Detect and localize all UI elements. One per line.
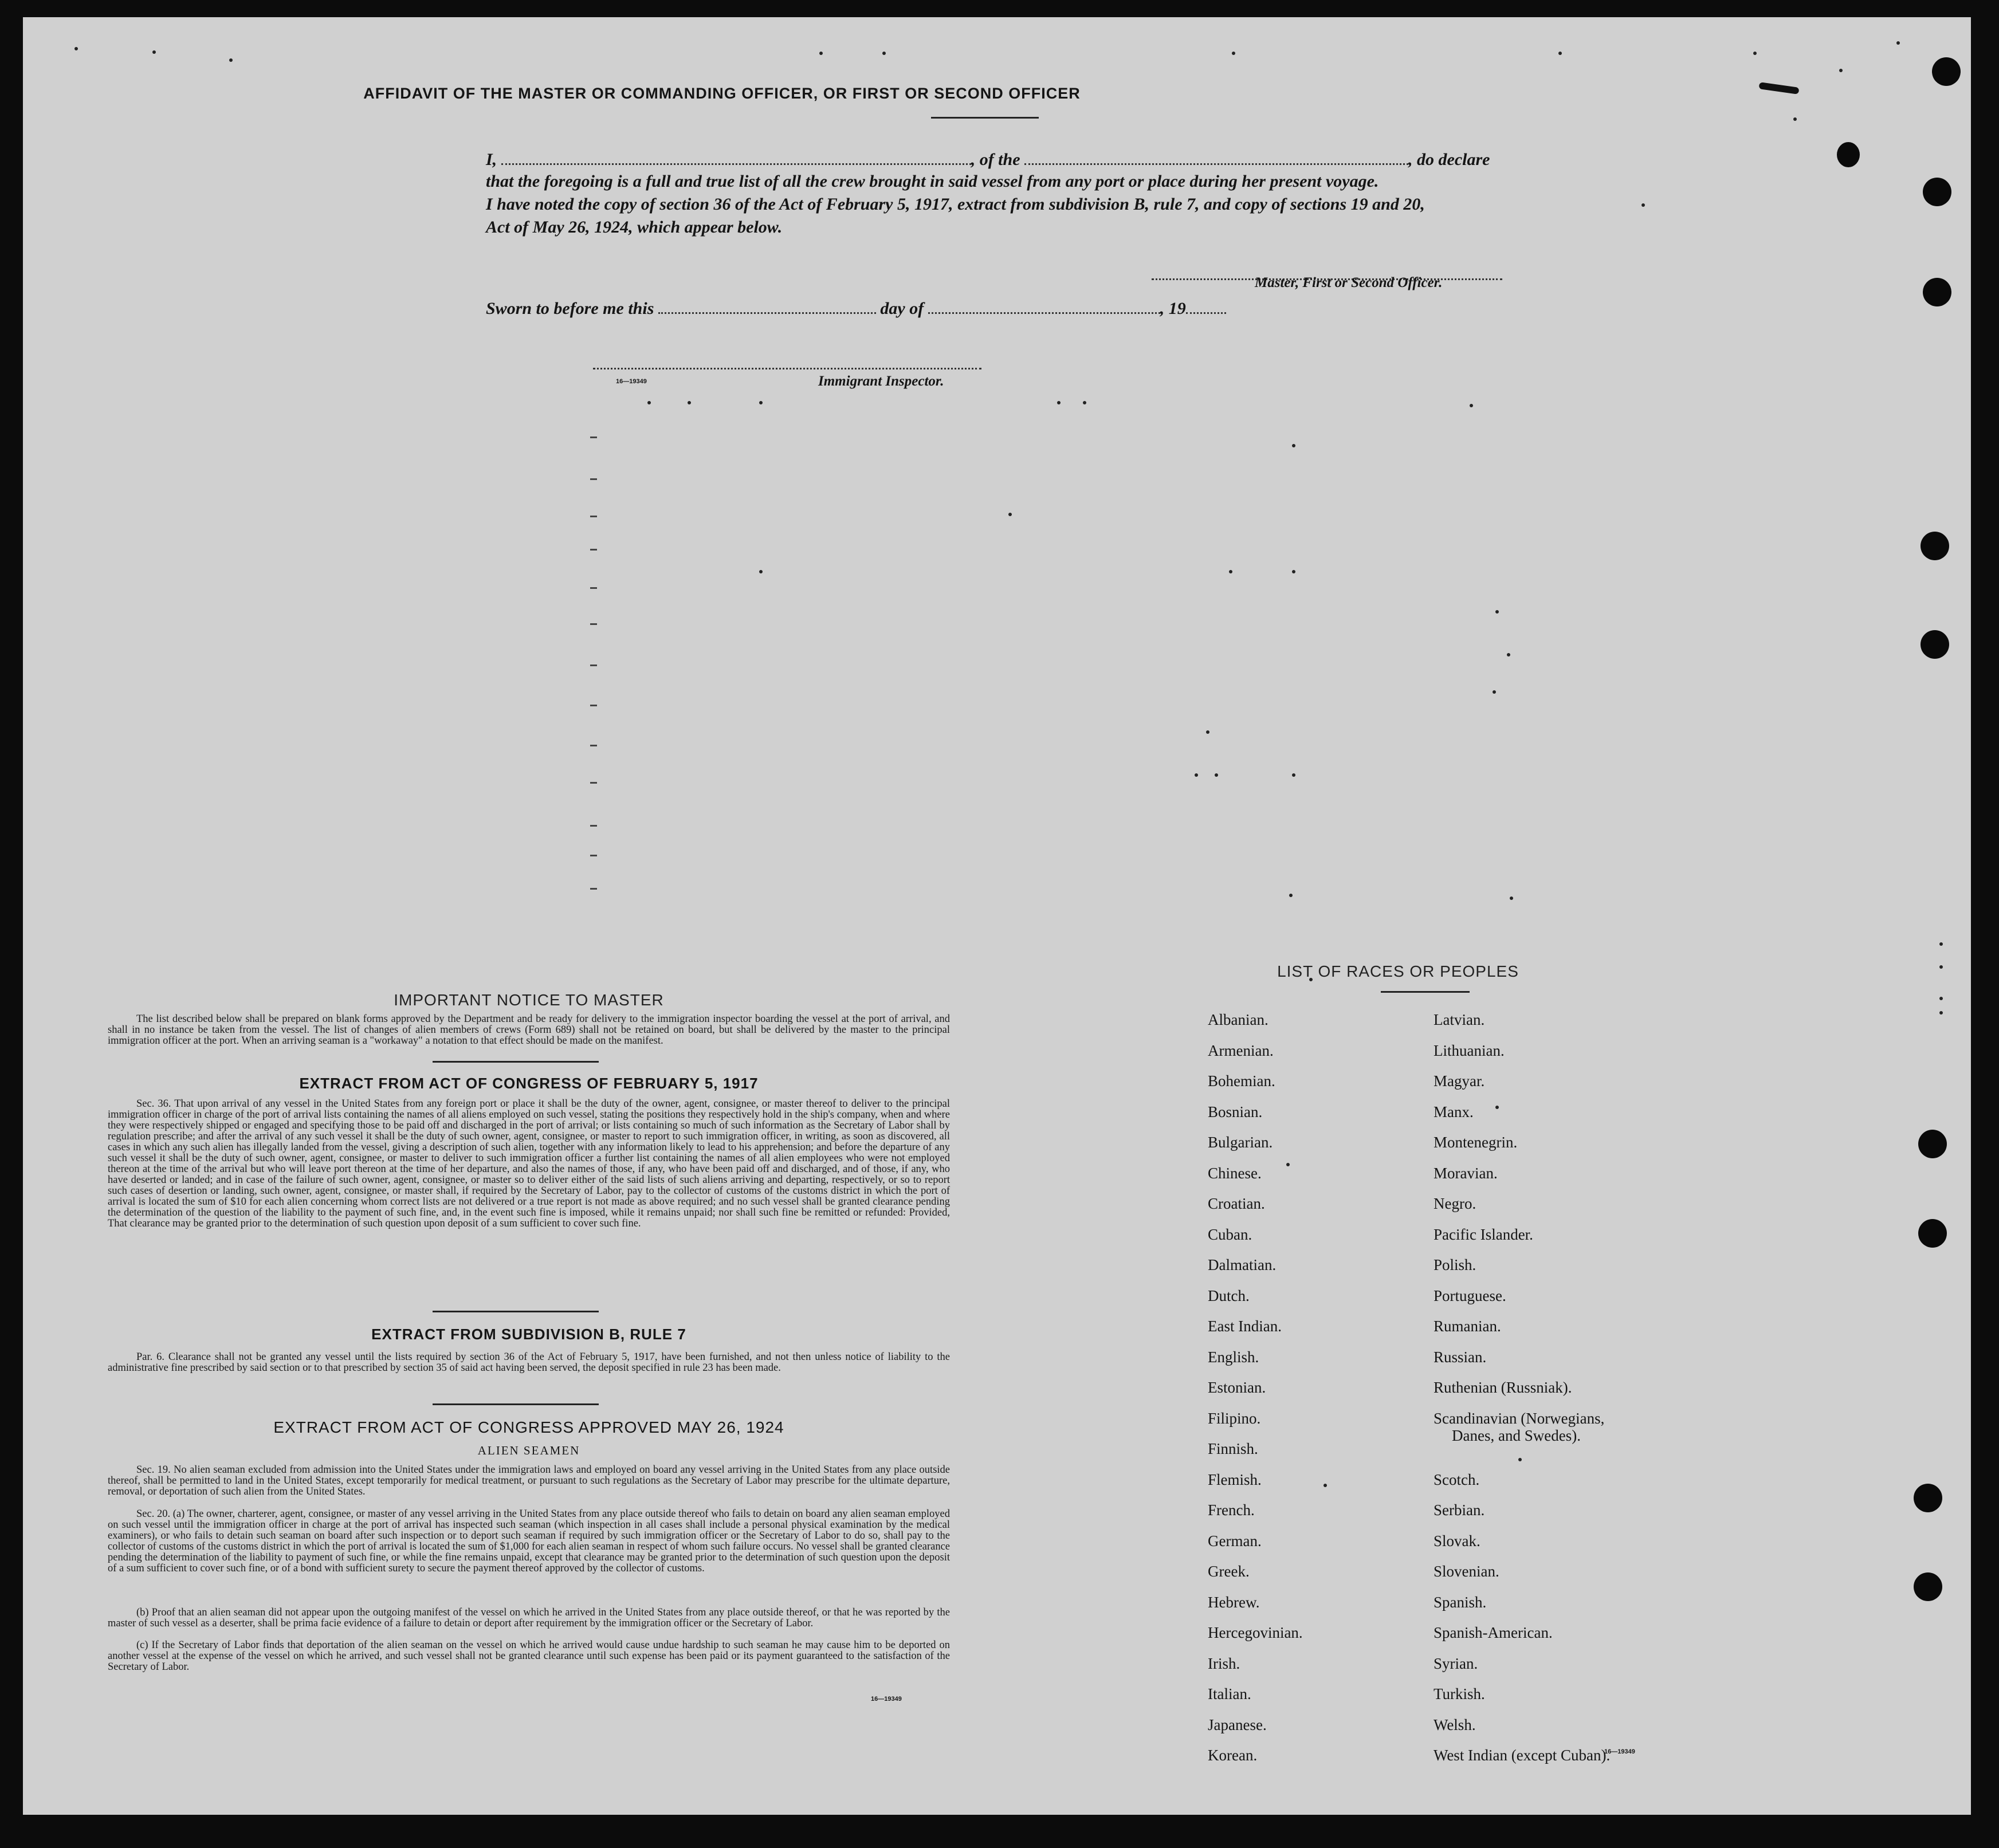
race-item: Croatian. xyxy=(1208,1195,1265,1212)
race-item: Italian. xyxy=(1208,1685,1251,1702)
document-page xyxy=(23,17,1971,1815)
sworn-prefix: Sworn to before me this xyxy=(486,299,654,318)
margin-tick xyxy=(590,549,597,551)
speck xyxy=(1215,773,1218,777)
section-divider xyxy=(433,1061,599,1063)
punch-hole xyxy=(1921,630,1949,659)
punch-hole xyxy=(1918,1130,1947,1158)
speck xyxy=(1232,52,1235,55)
race-item: Japanese. xyxy=(1208,1716,1267,1733)
form-number: 16—19349 xyxy=(1604,1748,1635,1755)
race-item: Greek. xyxy=(1208,1563,1250,1580)
race-item: Bosnian. xyxy=(1208,1103,1263,1120)
extract-rule7-text: Par. 6. Clearance shall not be granted any vessel until the lists required by section 36 of the Act of February 5, 1917, have been furnished, and not then unless notice of liability to the administrative fine prescribed by said section or to that prescribed by section 35 of said act having been served, the deposit specified in rule 23 has been made. xyxy=(108,1351,950,1374)
race-item: Flemish. xyxy=(1208,1470,1262,1488)
race-item: Korean. xyxy=(1208,1747,1258,1764)
form-number: 16—19349 xyxy=(871,1696,902,1702)
declare-suffix: , do declare xyxy=(1408,150,1490,169)
speck xyxy=(1495,610,1499,614)
race-item: Rumanian. xyxy=(1434,1318,1501,1335)
affidavit-line-1 xyxy=(486,150,1490,170)
extract-1917-text: Sec. 36. That upon arrival of any vessel in the United States from any foreign port or place it shall be the duty of the owner, agent, consignee, or master thereof to deliver to the principal immigration officer in charge of the port of arrival lists containing the names of all aliens employed on such vessel, stating the positions they respectively hold in the ship's company, when and where they were respectively shipped or engaged and specifying those to be paid off and discharged in the port of arrival; or lists containing so much of such information as the Secretary of Labor shall by regulation prescribe; and after the arrival of any such vessel it shall be the duty of such owner, agent, consignee, or master to report to such immigration officer, in writing, as soon as discovered, all cases in which any such alien has illegally landed from the vessel, giving a description of such alien, together with any information likely to lead to his apprehension; and before the departure of any such vessel it shall be the duty of such owner, agent, consignee, or master to deliver to such immigration officer a further list containing the names of all alien employees who were not employed thereon at the time of the arrival but who will leave port thereon at the time of her departure, and also the names of those, if any, who have been paid off and discharged, and of those, if any, who have deserted or landed; and in case of the failure of such owner, agent, consignee, or master so to deliver either of the said lists of such aliens arriving and departing, respectively, or so to report such cases of desertion or landing, such owner, agent, consignee, or master shall, if required by the Secretary of Labor, pay to the collector of customs of the customs district in which the port of arrival is located the sum of $10 for each alien concerning whom correct lists are not delivered or a true report is not made as above required; and no such vessel shall be granted clearance pending the determination of the question of the liability to the payment of such fine, and, in the event such fine is imposed, while it remains unpaid; nor shall such fine be remitted or refunded: Provided, That clearance may be granted prior to the determination of such question upon deposit of a sum sufficient to cover such fine. xyxy=(108,1098,950,1229)
margin-tick xyxy=(590,888,597,890)
race-item: Russian. xyxy=(1434,1348,1487,1366)
sec-20b-text: (b) Proof that an alien seaman did not appear upon the outgoing manifest of the vessel on which he arrived in the United States from any place outside thereof, or that he was reported by the master of such vessel as a deserter, shall be prima facie evidence of a failure to detain or deport after requirement by the immigration officer or the Secretary of Labor. xyxy=(108,1607,950,1629)
speck xyxy=(1839,69,1843,72)
extract-1917-title: EXTRACT FROM ACT OF CONGRESS OF FEBRUARY 5, 1917 xyxy=(299,1075,759,1092)
race-item: Manx. xyxy=(1434,1103,1474,1120)
speck xyxy=(1008,513,1012,516)
race-item: Irish. xyxy=(1208,1654,1240,1672)
race-item: Ruthenian (Russniak). xyxy=(1434,1379,1572,1396)
races-title: LIST OF RACES OR PEOPLES xyxy=(1277,962,1519,980)
form-number: 16—19349 xyxy=(616,378,647,385)
speck xyxy=(1229,570,1232,573)
speck xyxy=(1558,52,1562,55)
race-item: Slovak. xyxy=(1434,1532,1480,1550)
race-item: German. xyxy=(1208,1532,1262,1550)
speck xyxy=(1323,1484,1327,1487)
race-item: Bohemian. xyxy=(1208,1072,1275,1090)
declarant-name-field[interactable] xyxy=(501,151,971,165)
race-item: Montenegrin. xyxy=(1434,1134,1518,1151)
race-item: Slovenian. xyxy=(1434,1563,1499,1580)
margin-tick xyxy=(590,587,597,589)
inspector-signature-caption: Immigrant Inspector. xyxy=(818,373,944,389)
margin-tick xyxy=(590,516,597,517)
race-item: West Indian (except Cuban). xyxy=(1434,1747,1611,1764)
sec-20a-text: Sec. 20. (a) The owner, charterer, agent, consignee, or master of any vessel arriving in the United States from any place outside thereof who fails to detain on board any alien seaman employed on such vessel until the immigration officer in charge at the port of arrival has inspected such seaman (which inspection in all cases shall include a personal physical examination by the medical examiners), or who fails to detain such seaman on board after such inspection or to deport such seaman if required by such immigration officer or the Secretary of Labor to do so, shall pay to the collector of customs of the customs district in which the port of arrival is located the sum of $1,000 for each alien seaman in respect of whom such failure occurs. No vessel shall be granted clearance pending the determination of the liability to payment of such fine, or while the fine remains unpaid, except that clearance may be granted prior to the determination of such question upon the deposit of a sum sufficient to cover such fine, or of a bond with sufficient surety to secure the payment thereof approved by the collector of customs. xyxy=(108,1508,950,1574)
section-divider xyxy=(433,1403,599,1405)
race-item: East Indian. xyxy=(1208,1318,1282,1335)
affidavit-line-4: Act of May 26, 1924, which appear below. xyxy=(486,218,783,237)
sworn-year-field[interactable] xyxy=(1186,300,1226,314)
speck xyxy=(1292,773,1295,777)
sworn-day-field[interactable] xyxy=(658,300,876,314)
speck xyxy=(1510,897,1513,900)
margin-tick xyxy=(590,705,597,706)
speck xyxy=(1793,117,1797,121)
master-signature-caption: Master, First or Second Officer. xyxy=(1255,275,1443,290)
race-item: Dutch. xyxy=(1208,1287,1250,1304)
race-item: French. xyxy=(1208,1501,1255,1519)
declarant-prefix: I, xyxy=(486,150,497,169)
margin-tick xyxy=(590,665,597,666)
speck xyxy=(1896,41,1900,45)
punch-hole xyxy=(1914,1572,1942,1601)
speck xyxy=(647,401,651,404)
race-item: Turkish. xyxy=(1434,1685,1485,1702)
speck xyxy=(74,47,78,50)
punch-hole xyxy=(1923,278,1951,306)
speck xyxy=(1057,401,1061,404)
margin-tick xyxy=(590,623,597,625)
race-item: Negro. xyxy=(1434,1195,1476,1212)
section-divider xyxy=(433,1311,599,1312)
speck xyxy=(1507,653,1510,656)
sec-19-text: Sec. 19. No alien seaman excluded from admission into the United States under the immigration laws and employed on board any vessel arriving in the United States from any place outside thereof, shall be permitted to land in the United States, except temporarily for medical treatment, or pursuant to such regulations as the Secretary of Labor may prescribe for the ultimate departure, removal, or deportation of such alien from the United States. xyxy=(108,1464,950,1497)
sec-20c-text: (c) If the Secretary of Labor finds that deportation of the alien seaman on the vessel on which he arrived would cause undue hardship to such seaman he may cause him to be deported on another vessel at the expense of the vessel on which he arrived, and such vessel shall not be granted clearance until such expense has been paid or its payment guaranteed to the satisfaction of the Secretary of Labor. xyxy=(108,1639,950,1673)
extract-1924-subtitle: ALIEN SEAMEN xyxy=(477,1444,580,1457)
speck xyxy=(1939,942,1943,946)
race-item: Dalmatian. xyxy=(1208,1256,1277,1273)
notice-text: The list described below shall be prepared on blank forms approved by the Department and be ready for delivery to the immigration inspector boarding the vessel at the port of arrival, and shall in no instance be taken from the vessel. The list of changes of alien members of crews (Form 689) shall not be retained on board, but shall be delivered by the master to the principal immigration officer at the port. When an arriving seaman is a "workaway" a notation to that effect should be made on the manifest. xyxy=(108,1013,950,1047)
race-item: Hercegovinian. xyxy=(1208,1624,1303,1641)
race-item: Magyar. xyxy=(1434,1072,1485,1090)
sworn-month-field[interactable] xyxy=(928,300,1160,314)
day-of-label: day of xyxy=(880,299,924,318)
race-item: Latvian. xyxy=(1434,1011,1485,1028)
speck xyxy=(1206,730,1209,734)
speck xyxy=(229,58,233,62)
extract-1924-title: EXTRACT FROM ACT OF CONGRESS APPROVED MAY 26, 1924 xyxy=(273,1418,784,1436)
speck xyxy=(819,52,823,55)
speck xyxy=(759,401,763,404)
race-item-scandinavian xyxy=(1434,1410,1610,1471)
speck xyxy=(152,50,156,54)
speck xyxy=(1939,965,1943,969)
affidavit-line-2: that the foregoing is a full and true list of all the crew brought in said vessel from any port or place during her present voyage. xyxy=(486,172,1379,191)
race-item: Finnish. xyxy=(1208,1440,1258,1457)
speck xyxy=(1939,997,1943,1000)
margin-tick xyxy=(590,855,597,856)
punch-hole xyxy=(1918,1219,1947,1248)
speck xyxy=(688,401,691,404)
race-item: Albanian. xyxy=(1208,1011,1268,1028)
title-divider xyxy=(931,117,1039,119)
punch-hole xyxy=(1914,1484,1942,1512)
races-list-col2 xyxy=(1434,1011,1610,1778)
stray-mark xyxy=(1759,82,1800,95)
race-item: Welsh. xyxy=(1434,1716,1476,1733)
race-item: Scotch. xyxy=(1434,1470,1480,1488)
race-item: Spanish. xyxy=(1434,1593,1487,1611)
margin-tick xyxy=(590,478,597,480)
race-item: Spanish-American. xyxy=(1434,1624,1553,1641)
race-item: Syrian. xyxy=(1434,1654,1478,1672)
speck xyxy=(1289,894,1293,897)
speck xyxy=(1493,690,1496,694)
race-item: Lithuanian. xyxy=(1434,1041,1505,1059)
speck xyxy=(882,52,886,55)
race-item: Portuguese. xyxy=(1434,1287,1506,1304)
race-item: Estonian. xyxy=(1208,1379,1266,1396)
vessel-prefix: , of the xyxy=(971,150,1020,169)
speck xyxy=(1292,570,1295,573)
punch-hole xyxy=(1921,532,1949,560)
sworn-line xyxy=(486,299,1226,319)
punch-hole xyxy=(1932,57,1961,86)
race-item: Filipino. xyxy=(1208,1409,1261,1427)
race-item-line: Scandinavian (Norwegians, xyxy=(1434,1409,1605,1427)
inspector-signature-field[interactable] xyxy=(593,355,981,369)
race-item: Polish. xyxy=(1434,1256,1476,1273)
speck xyxy=(1195,773,1198,777)
notice-title: IMPORTANT NOTICE TO MASTER xyxy=(394,991,664,1009)
races-divider xyxy=(1381,991,1470,993)
race-item: Moravian. xyxy=(1434,1164,1498,1182)
speck xyxy=(759,570,763,573)
speck xyxy=(1753,52,1757,55)
vessel-name-field[interactable] xyxy=(1024,151,1408,165)
affidavit-line-3: I have noted the copy of section 36 of the Act of February 5, 1917, extract from subdivision B, rule 7, and copy of sections 19 and 20, xyxy=(486,195,1425,214)
margin-tick xyxy=(590,437,597,438)
speck xyxy=(1292,444,1295,447)
race-item: Pacific Islander. xyxy=(1434,1225,1533,1243)
margin-tick xyxy=(590,745,597,746)
race-item-line: Danes, and Swedes). xyxy=(1452,1426,1581,1444)
year-prefix: , 19 xyxy=(1160,299,1186,318)
punch-hole xyxy=(1837,142,1860,167)
speck xyxy=(1083,401,1086,404)
race-item: Bulgarian. xyxy=(1208,1134,1273,1151)
race-item: Serbian. xyxy=(1434,1501,1485,1519)
margin-tick xyxy=(590,825,597,827)
extract-rule7-title: EXTRACT FROM SUBDIVISION B, RULE 7 xyxy=(371,1326,686,1343)
races-list-col1 xyxy=(1208,1011,1303,1778)
race-item: Chinese. xyxy=(1208,1164,1262,1182)
race-item: English. xyxy=(1208,1348,1259,1366)
race-item: Cuban. xyxy=(1208,1225,1252,1243)
punch-hole xyxy=(1923,178,1951,206)
race-item: Armenian. xyxy=(1208,1041,1274,1059)
affidavit-title: AFFIDAVIT OF THE MASTER OR COMMANDING OFFICER, OR FIRST OR SECOND OFFICER xyxy=(363,85,1081,102)
race-item: Hebrew. xyxy=(1208,1593,1260,1611)
speck xyxy=(1641,203,1645,207)
margin-tick xyxy=(590,782,597,784)
speck xyxy=(1939,1011,1943,1015)
speck xyxy=(1470,404,1473,407)
